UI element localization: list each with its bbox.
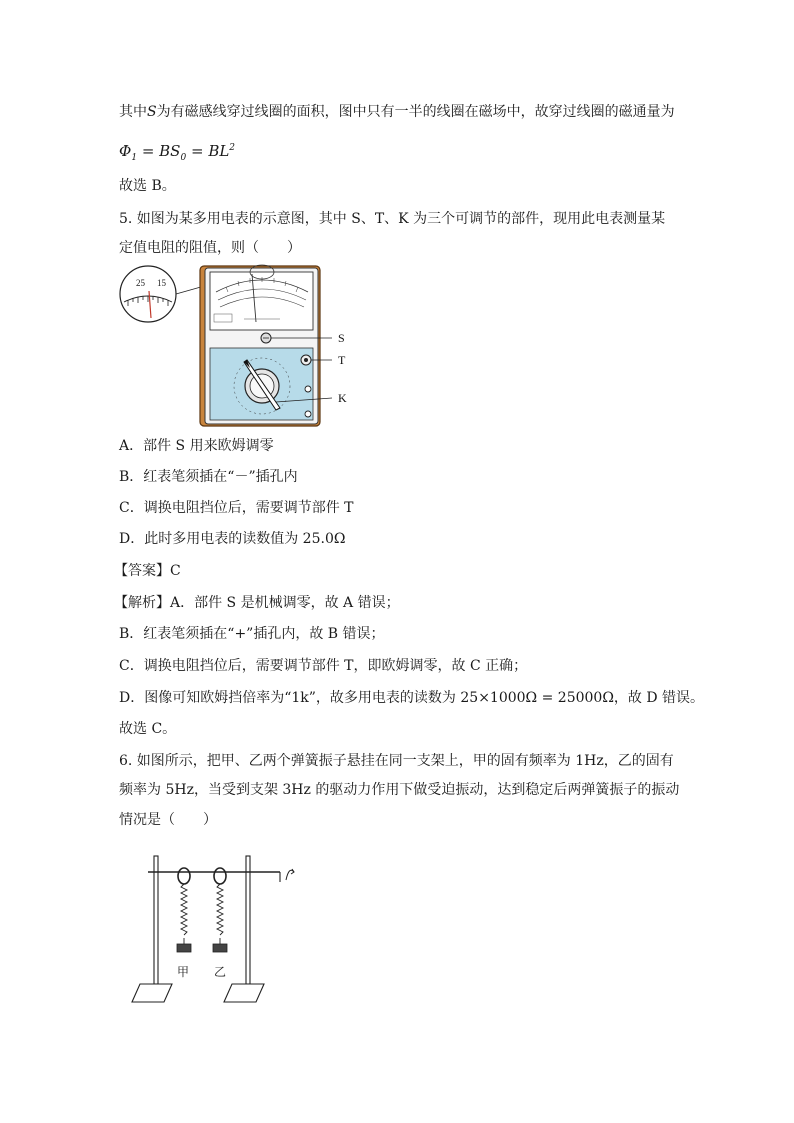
scale-zoom-inset [120, 266, 176, 322]
q5-stem-line1: 5. 如图为某多用电表的示意图，其中 S、T、K 为三个可调节的部件，现用此电表测量某 [119, 211, 666, 227]
q5-option-a: A．部件 S 用来欧姆调零 [119, 438, 274, 454]
q5-option-b: B．红表笔须插在“－”插孔内 [119, 469, 298, 485]
q5-analysis-d: D．图像可知欧姆挡倍率为“1k”，故多用电表的读数为 25×1000Ω = 25000Ω，故 D 错误。 [119, 690, 705, 706]
intro-conclusion: 故选 B。 [119, 178, 176, 194]
q5-analysis-b: B．红表笔须插在“+”插孔内，故 B 错误； [119, 626, 385, 642]
q5-analysis-c: C．调换电阻挡位后，需要调节部件 T，即欧姆调零，故 C 正确； [119, 658, 528, 674]
q5-conclusion: 故选 C。 [119, 721, 177, 737]
label-T: T [338, 353, 346, 367]
label-S: S [338, 331, 345, 345]
q5-option-c: C．调换电阻挡位后，需要调节部件 T [119, 500, 354, 516]
oscillator-yi [213, 868, 227, 952]
q6-stem-line3: 情况是（ ） [119, 812, 217, 828]
multimeter-body [200, 265, 320, 426]
q5-option-d: D．此时多用电表的读数值为 25.0Ω [119, 531, 346, 547]
oscillator-jia [177, 868, 191, 952]
q5-answer: 【答案】C [114, 563, 181, 579]
q6-stem-line1: 6. 如图所示，把甲、乙两个弹簧振子悬挂在同一支架上，甲的固有频率为 1Hz，乙的固有 [119, 753, 674, 769]
label-K: K [338, 391, 347, 405]
label-jia: 甲 [177, 965, 190, 979]
flux-formula: $\Phi_1 = BS_0 = BL^2$ [119, 142, 236, 163]
zoom-tick-25: 25 [136, 278, 145, 288]
q5-analysis-a: 【解析】A．部件 S 是机械调零，故 A 错误； [114, 595, 400, 611]
zoom-tick-15: 15 [157, 278, 166, 288]
q5-stem-line2: 定值电阻的阻值，则（ ） [119, 240, 301, 256]
q6-stem-line2: 频率为 5Hz，当受到支架 3Hz 的驱动力作用下做受迫振动，达到稳定后两弹簧振子的振动 [119, 782, 680, 798]
multimeter-figure [116, 262, 366, 428]
intro-text-line: 其中S为有磁感线穿过线圈的面积，图中只有一半的线圈在磁场中，故穿过线圈的磁通量为 [119, 104, 675, 120]
label-yi: 乙 [214, 965, 227, 979]
spring-oscillator-figure [126, 852, 306, 1008]
